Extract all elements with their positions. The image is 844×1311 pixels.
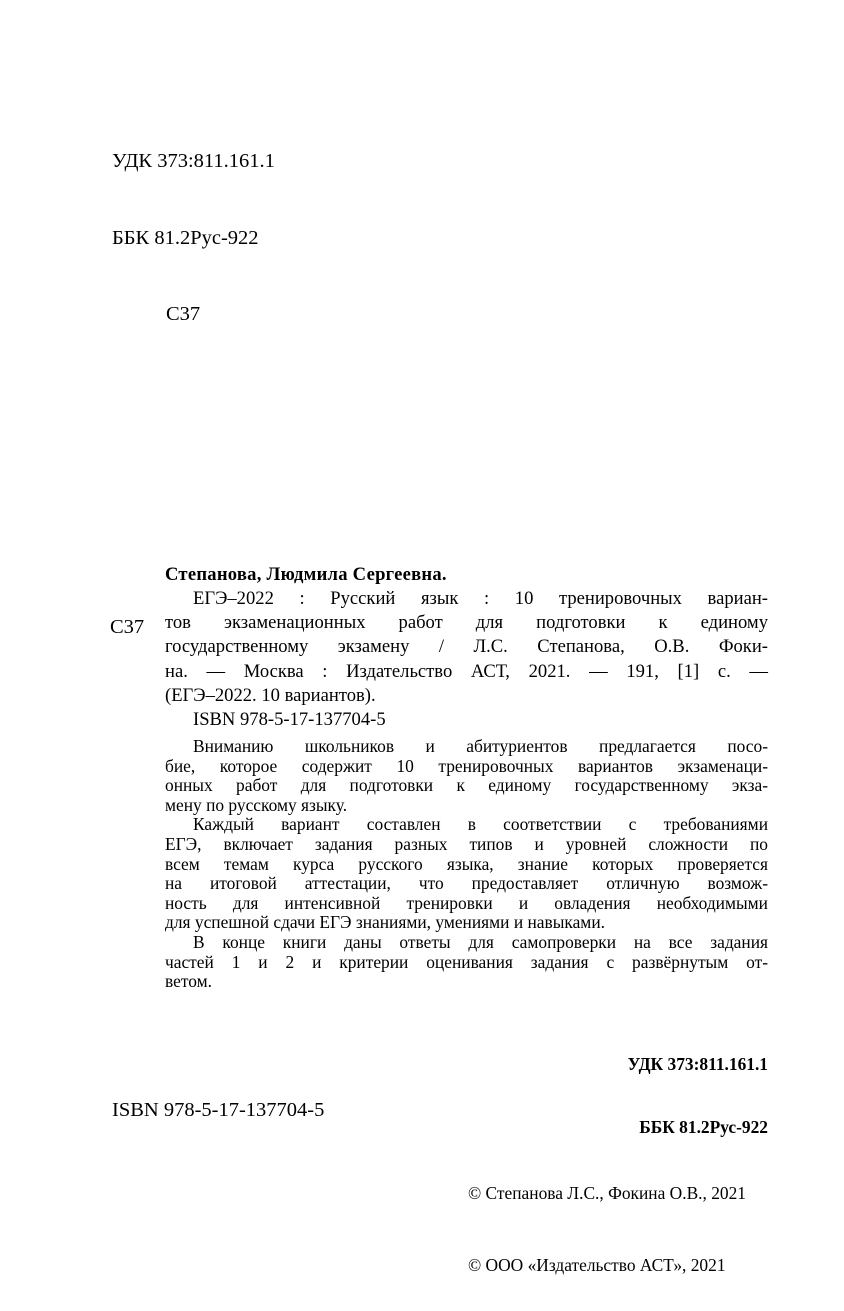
annotation-line: частей 1 и 2 и критерии оценивания задания с развёрнутым от- — [165, 951, 768, 972]
biblio-line: тов экзаменационных работ для подготовки к единому — [165, 612, 768, 634]
annotation-line: бие, которое содержит 10 тренировочных вариантов экзаменаци- — [165, 755, 768, 776]
biblio-line: (ЕГЭ–2022. 10 вариантов). — [165, 684, 376, 706]
udk-code-bottom: УДК 373:811.161.1 — [627, 1054, 768, 1074]
copyright-publisher: © ООО «Издательство АСТ», 2021 — [467, 1255, 726, 1275]
bbk-code-bottom: ББК 81.2Рус-922 — [639, 1117, 768, 1137]
biblio-line: на. — Москва : Издательство АСТ, 2021. — 191, [1] с. — — [165, 660, 768, 682]
isbn-bottom: ISBN 978-5-17-137704-5 — [112, 1099, 325, 1121]
annotation-line: онных работ для подготовки к единому государственному экза- — [165, 775, 768, 796]
annotation-line: В конце книги даны ответы для самопроверки на все задания — [193, 931, 768, 952]
annotation-line: Вниманию школьников и абитуриентов предлагается посо- — [193, 736, 768, 756]
biblio-line: государственному экзамену / Л.С. Степанова, О.В. Фоки- — [165, 636, 768, 658]
bibliographic-description — [165, 587, 768, 708]
bibliographic-record — [165, 563, 768, 732]
isbn-in-record: ISBN 978-5-17-137704-5 — [193, 709, 386, 731]
classification-block-top — [112, 98, 275, 379]
annotation-line: ность для интенсивной тренировки и овладения необходимыми — [165, 892, 768, 913]
annotation-line: ЕГЭ, включает задания разных типов и уровней сложности по — [165, 833, 768, 854]
annotation-line: Каждый вариант составлен в соответствии с требованиями — [193, 814, 768, 835]
annotation-paragraph-3 — [165, 933, 768, 992]
copyright-authors: © Степанова Л.С., Фокина О.В., 2021 — [467, 1183, 746, 1203]
udk-code-top: УДК 373:811.161.1 — [112, 150, 275, 172]
annotation-paragraph-1 — [165, 737, 768, 815]
annotation-paragraph-2 — [165, 815, 768, 933]
copyright-block — [468, 1133, 746, 1311]
annotation-text — [165, 737, 768, 992]
annotation-line: для успешной сдачи ЕГЭ знаниями, умениями и навыками. — [165, 912, 605, 933]
bbk-code-top: ББК 81.2Рус-922 — [112, 226, 259, 249]
annotation-line: на итоговой аттестации, что предоставляет отличную возмож- — [165, 873, 768, 894]
annotation-line: всем темам курса русского языка, знание которых проверяется — [165, 853, 768, 874]
annotation-line: ветом. — [165, 971, 212, 992]
author-heading: Степанова, Людмила Сергеевна. — [165, 564, 447, 585]
shelf-mark-top: С37 — [166, 303, 201, 325]
biblio-line: ЕГЭ–2022 : Русский язык : 10 тренировочных вариан- — [193, 588, 768, 609]
annotation-line: мену по русскому языку. — [165, 794, 348, 815]
shelf-mark-gutter: С37 — [110, 616, 145, 638]
